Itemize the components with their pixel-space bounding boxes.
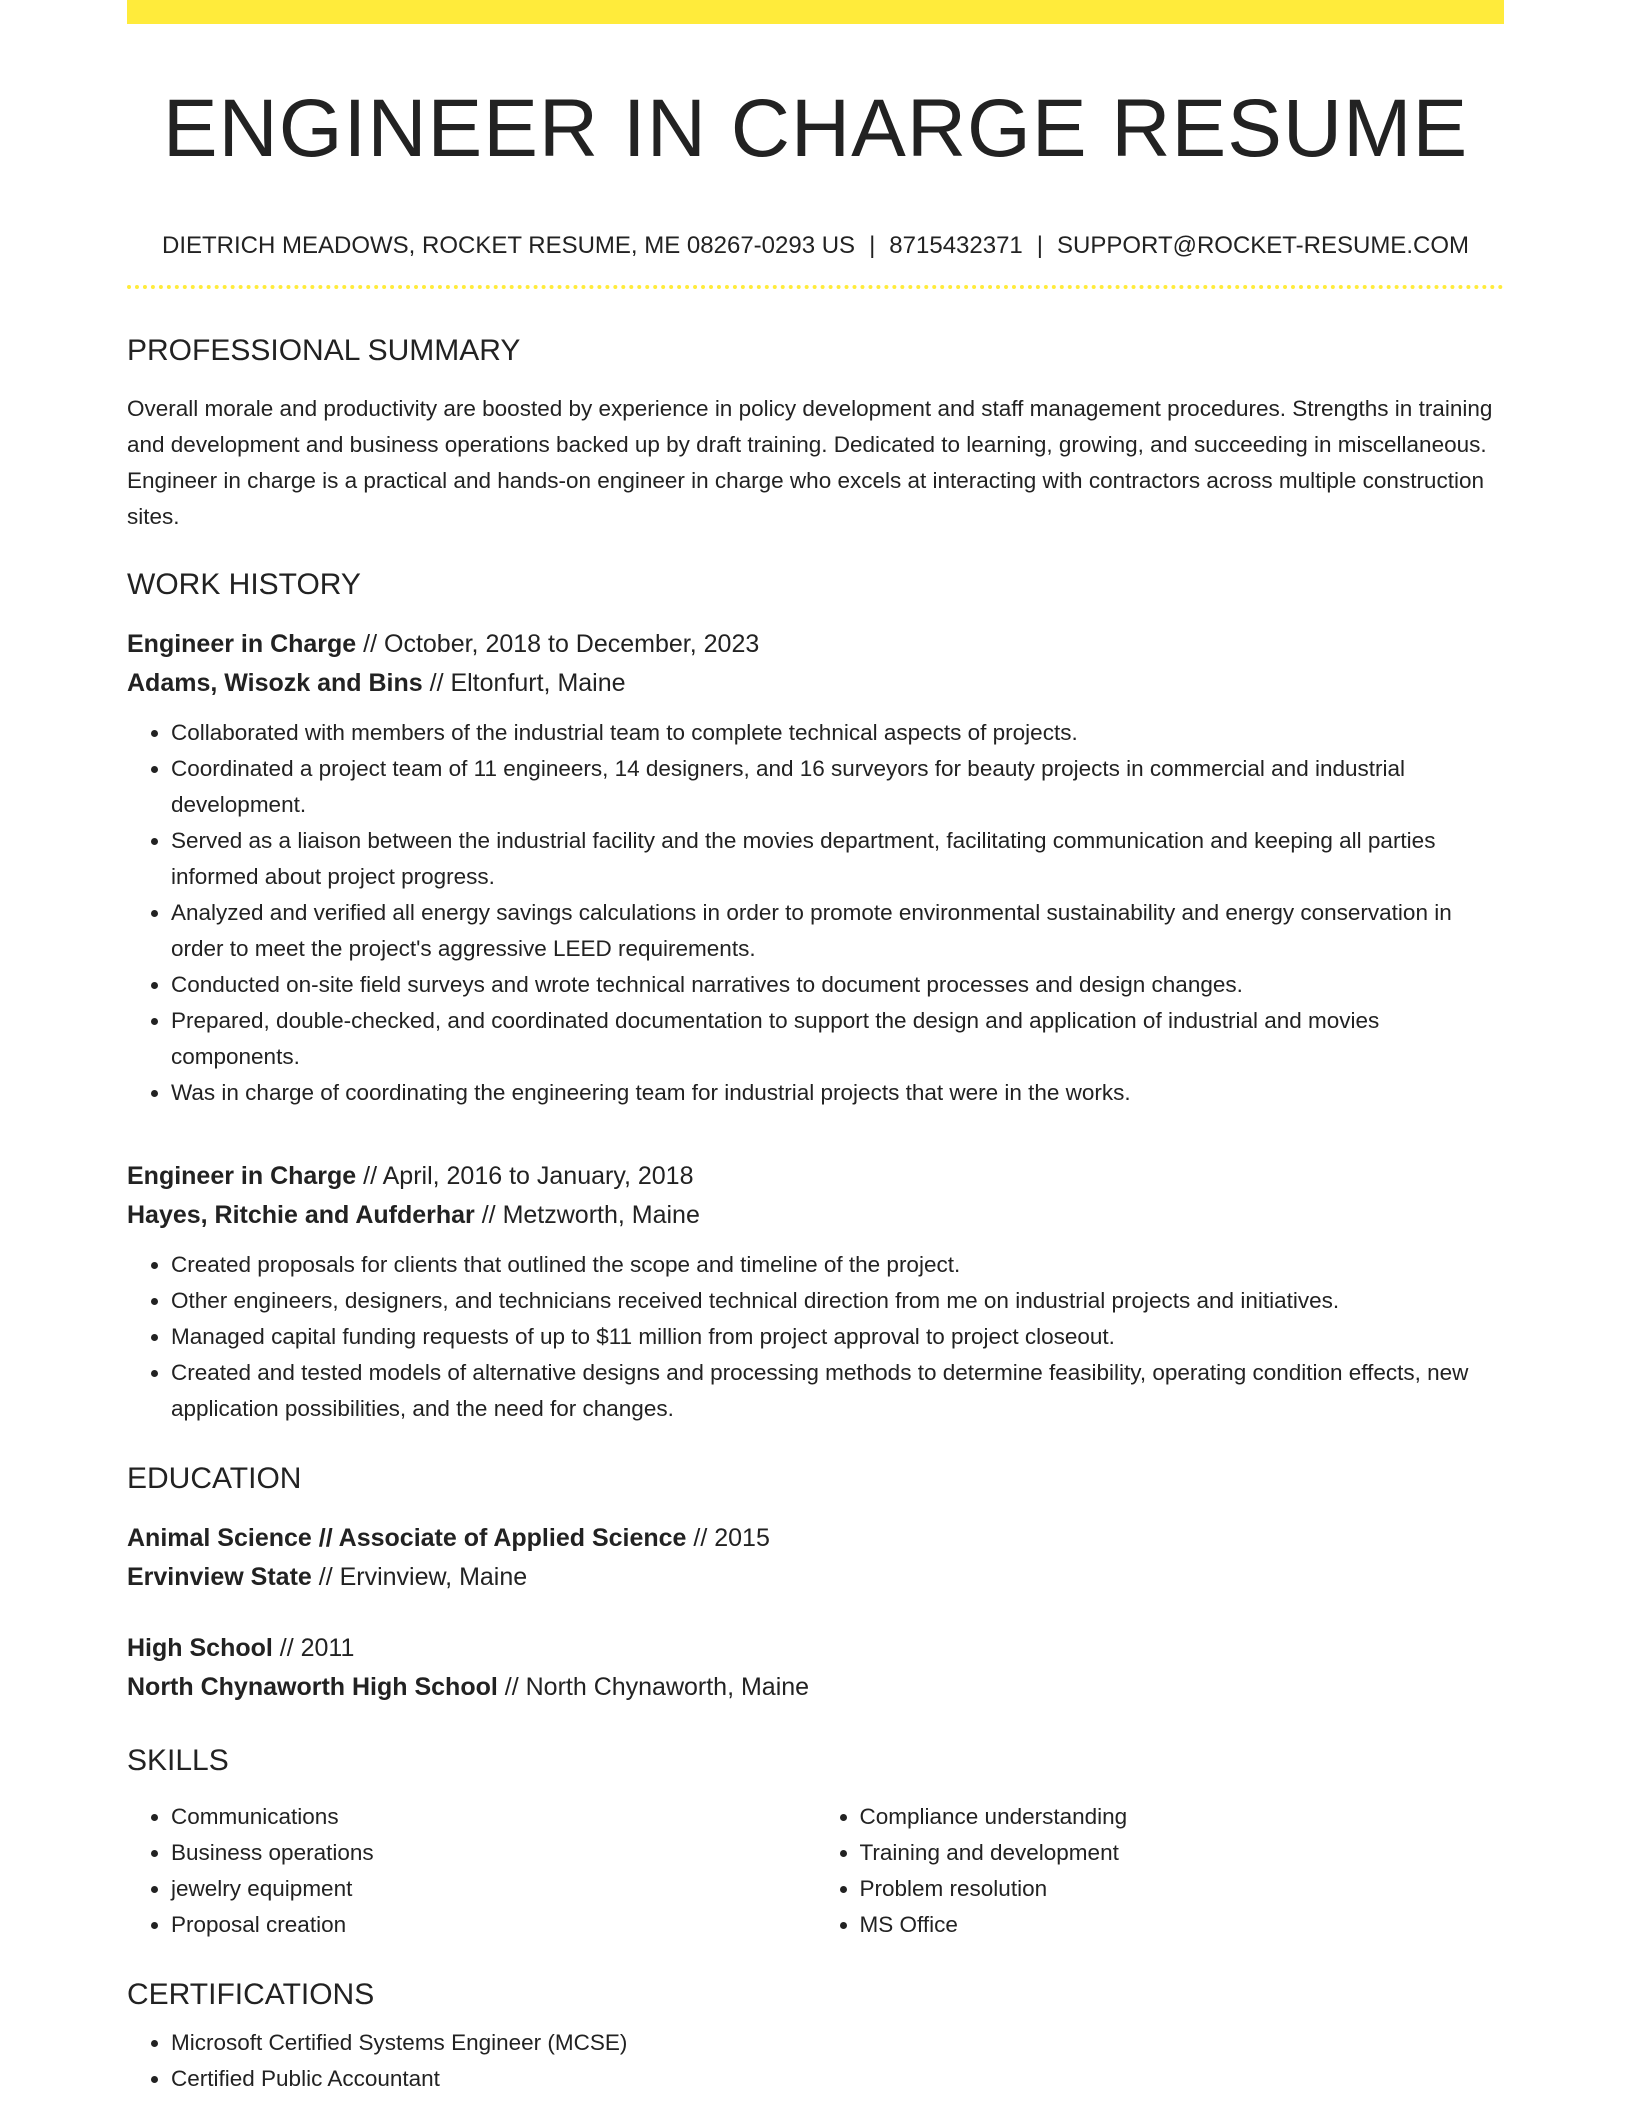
- resume-page: [127, 0, 1504, 2097]
- education-school-line: [127, 1558, 1504, 1597]
- education-year: // 2015: [686, 1524, 770, 1552]
- job-company-line: [127, 1196, 1504, 1235]
- education-degree: High School: [127, 1634, 273, 1662]
- education-school-line: [127, 1668, 1504, 1707]
- skills-columns: [127, 1799, 1504, 1943]
- job-bullet: • Analyzed and verified all energy savings calculations in order to promote environmental sustainability and energy conservation in order to meet the project's aggressive LEED requirements.: [171, 895, 1504, 967]
- job-title: Engineer in Charge: [127, 630, 357, 658]
- job-bullet: • Conducted on-site field surveys and wrote technical narratives to document processes and design changes.: [171, 967, 1504, 1003]
- skill-item: • Business operations: [171, 1835, 816, 1871]
- skill-item: • Proposal creation: [171, 1907, 816, 1943]
- education-year: // 2011: [272, 1634, 355, 1662]
- skill-item: • jewelry equipment: [171, 1871, 816, 1907]
- contact-phone: 8715432371: [889, 232, 1023, 259]
- certifications-heading: CERTIFICATIONS: [127, 1978, 375, 2011]
- skills-heading: SKILLS: [127, 1744, 229, 1777]
- job-title-line: [127, 1157, 1504, 1196]
- job-bullet: • Coordinated a project team of 11 engineers, 14 designers, and 16 surveyors for beauty projects in commercial and industrial development.: [171, 751, 1504, 823]
- summary-heading: PROFESSIONAL SUMMARY: [127, 334, 521, 367]
- contact-separator: |: [1036, 232, 1044, 259]
- job-location: // Eltonfurt, Maine: [422, 669, 626, 697]
- job-bullet: • Other engineers, designers, and technicians received technical direction from me on industrial projects and initiatives.: [171, 1283, 1504, 1319]
- job-bullet: • Was in charge of coordinating the engineering team for industrial projects that were in the works.: [171, 1075, 1504, 1111]
- skill-item: • Communications: [171, 1799, 816, 1835]
- skill-item: • MS Office: [860, 1907, 1505, 1943]
- job-title-line: [127, 625, 1504, 664]
- job-bullet: • Served as a liaison between the industrial facility and the movies department, facilitating communication and keeping all parties informed about project progress.: [171, 823, 1504, 895]
- job-bullet: • Collaborated with members of the industrial team to complete technical aspects of projects.: [171, 715, 1504, 751]
- job-location: // Metzworth, Maine: [474, 1201, 700, 1229]
- skills-list-left: [127, 1799, 816, 1943]
- job-dates: // October, 2018 to December, 2023: [356, 630, 760, 658]
- education-degree-line: [127, 1519, 1504, 1558]
- job-entry: [127, 1157, 1504, 1427]
- dotted-divider: [127, 285, 1504, 289]
- job-bullet: • Created and tested models of alternative designs and processing methods to determine feasibility, operating condition effects, new application possibilities, and the need for changes.: [171, 1355, 1504, 1427]
- work-history-heading: WORK HISTORY: [127, 568, 361, 601]
- skill-item: • Training and development: [860, 1835, 1505, 1871]
- resume-title: ENGINEER IN CHARGE RESUME: [162, 83, 1469, 174]
- job-bullet: • Managed capital funding requests of up to $11 million from project approval to project closeout.: [171, 1319, 1504, 1355]
- contact-address: DIETRICH MEADOWS, ROCKET RESUME, ME 08267-0293 US: [162, 232, 856, 259]
- education-heading: EDUCATION: [127, 1462, 302, 1495]
- certifications-list: [127, 2025, 1504, 2097]
- job-bullet-list: [127, 715, 1504, 1111]
- summary-text: Overall morale and productivity are boosted by experience in policy development and staff management procedures. Strengths in training and development and business operations backed up by draft training. Dedicated to learning, growing, and succeeding in miscellaneous. Engineer in charge is a practical and hands-on engineer in charge who excels at interacting with contractors across multiple construction sites.: [127, 396, 1493, 529]
- education-degree: Animal Science // Associate of Applied Science: [127, 1524, 687, 1552]
- job-company-line: [127, 664, 1504, 703]
- contact-email: SUPPORT@ROCKET-RESUME.COM: [1057, 232, 1469, 259]
- job-title: Engineer in Charge: [127, 1162, 357, 1190]
- skill-item: • Problem resolution: [860, 1871, 1505, 1907]
- job-company: Adams, Wisozk and Bins: [127, 669, 423, 697]
- education-entry: [127, 1629, 1504, 1707]
- education-location: // North Chynaworth, Maine: [497, 1673, 810, 1701]
- job-bullet: • Created proposals for clients that outlined the scope and timeline of the project.: [171, 1247, 1504, 1283]
- skill-item: • Compliance understanding: [860, 1799, 1505, 1835]
- job-entry: [127, 625, 1504, 1111]
- accent-top-bar: [127, 0, 1504, 24]
- job-bullet: • Prepared, double-checked, and coordinated documentation to support the design and application of industrial and movies components.: [171, 1003, 1504, 1075]
- contact-separator: |: [869, 232, 876, 259]
- education-school: North Chynaworth High School: [127, 1673, 498, 1701]
- job-dates: // April, 2016 to January, 2018: [356, 1162, 694, 1190]
- education-location: // Ervinview, Maine: [311, 1563, 528, 1591]
- job-company: Hayes, Ritchie and Aufderhar: [127, 1201, 475, 1229]
- education-school: Ervinview State: [127, 1563, 312, 1591]
- education-degree-line: [127, 1629, 1504, 1668]
- education-entry: [127, 1519, 1504, 1597]
- skills-list-right: [816, 1799, 1505, 1943]
- job-bullet-list: [127, 1247, 1504, 1427]
- certification-item: • Microsoft Certified Systems Engineer (MCSE): [171, 2025, 1504, 2061]
- contact-line: [127, 231, 1504, 261]
- certification-item: • Certified Public Accountant: [171, 2061, 1504, 2097]
